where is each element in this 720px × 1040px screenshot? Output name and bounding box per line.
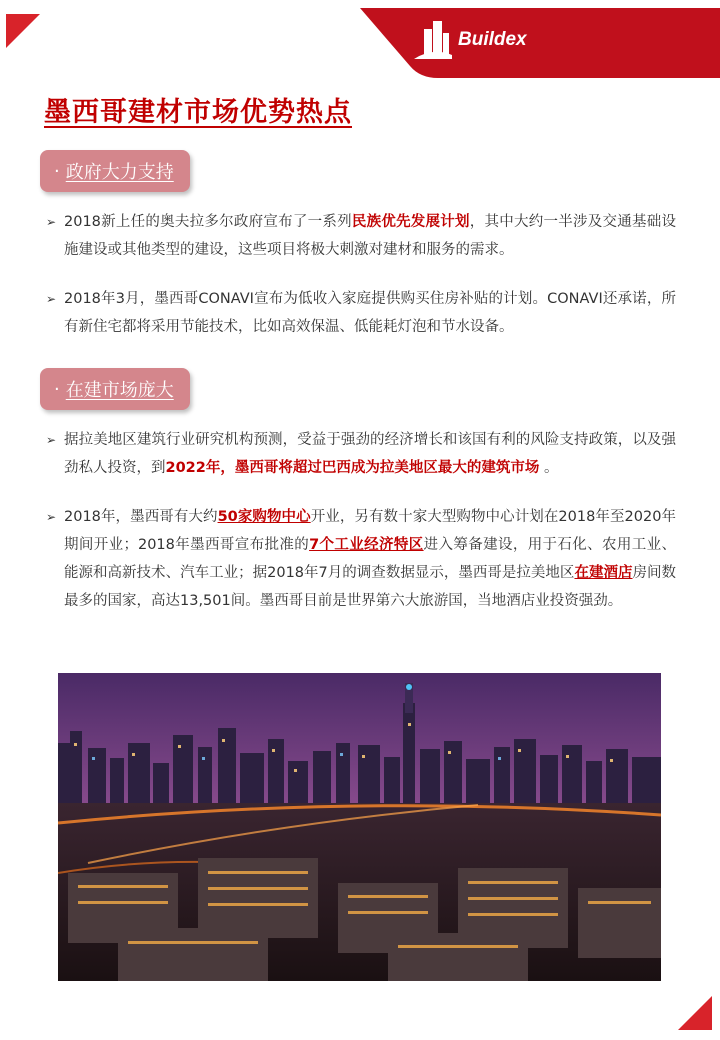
page-title: 墨西哥建材市场优势热点 bbox=[44, 97, 352, 128]
highlight-hotels-under-construction: 在建酒店 bbox=[574, 565, 633, 581]
section-tag-government-support bbox=[40, 150, 190, 192]
paragraph-construction-forecast bbox=[46, 426, 676, 482]
arrow-bullet-icon: ➢ bbox=[46, 292, 57, 306]
highlight-national-priority-plan: 民族优先发展计划 bbox=[351, 214, 470, 230]
paragraph-text: 2018年3月，墨西哥CONAVI宣布为低收入家庭提供购买住房补贴的计划。CONAVI还承诺，所有新住宅都将采用节能技术，比如高效保温、低能耗灯泡和节水设备。 bbox=[64, 291, 676, 335]
paragraph-text: 2018年，墨西哥有大约50家购物中心开业，另有数十家大型购物中心计划在2018年至2020年期间开业；2018年墨西哥宣布批准的7个工业经济特区进入筹备建设，用于石化、农用工业、能源和高新技术、汽车工业；据2018年7月的调查数据显示，墨西哥是拉美地区在建酒店房间数最多的国家，高达13,501间。墨西哥目前是世界第六大旅游国，当地酒店业投资强劲。 bbox=[64, 509, 677, 609]
logo-text: Buildex bbox=[458, 29, 527, 50]
section-dot: · bbox=[54, 160, 60, 182]
arrow-bullet-icon: ➢ bbox=[46, 510, 57, 524]
highlight-largest-market-2022: 2022年，墨西哥将超过巴西成为拉美地区最大的建筑市场 bbox=[165, 460, 540, 476]
paragraph-conavi-subsidy bbox=[46, 285, 676, 341]
building-logo-icon bbox=[414, 19, 452, 61]
section-dot: · bbox=[54, 378, 60, 400]
arrow-bullet-icon: ➢ bbox=[46, 433, 57, 447]
paragraph-government-plan bbox=[46, 208, 676, 264]
brand-logo bbox=[414, 18, 527, 62]
paragraph-malls-zones-hotels bbox=[46, 503, 676, 615]
corner-accent-bottom-right bbox=[678, 996, 712, 1030]
section-label: 在建市场庞大 bbox=[65, 380, 174, 401]
highlight-7-economic-zones: 7个工业经济特区 bbox=[309, 537, 424, 553]
corner-accent-top-left bbox=[6, 14, 40, 48]
paragraph-text: 据拉美地区建筑行业研究机构预测，受益于强劲的经济增长和该国有利的风险支持政策，以及强劲私人投资，到2022年，墨西哥将超过巴西成为拉美地区最大的建筑市场 。 bbox=[64, 432, 676, 476]
section-tag-construction-market bbox=[40, 368, 190, 410]
section-label: 政府大力支持 bbox=[65, 162, 174, 183]
city-night-skyline-photo bbox=[58, 673, 661, 981]
arrow-bullet-icon: ➢ bbox=[46, 215, 57, 229]
paragraph-text: 2018新上任的奥夫拉多尔政府宣布了一系列民族优先发展计划，其中大约一半涉及交通基础设施建设或其他类型的建设，这些项目将极大刺激对建材和服务的需求。 bbox=[64, 214, 676, 258]
highlight-50-malls: 50家购物中心 bbox=[217, 509, 311, 525]
